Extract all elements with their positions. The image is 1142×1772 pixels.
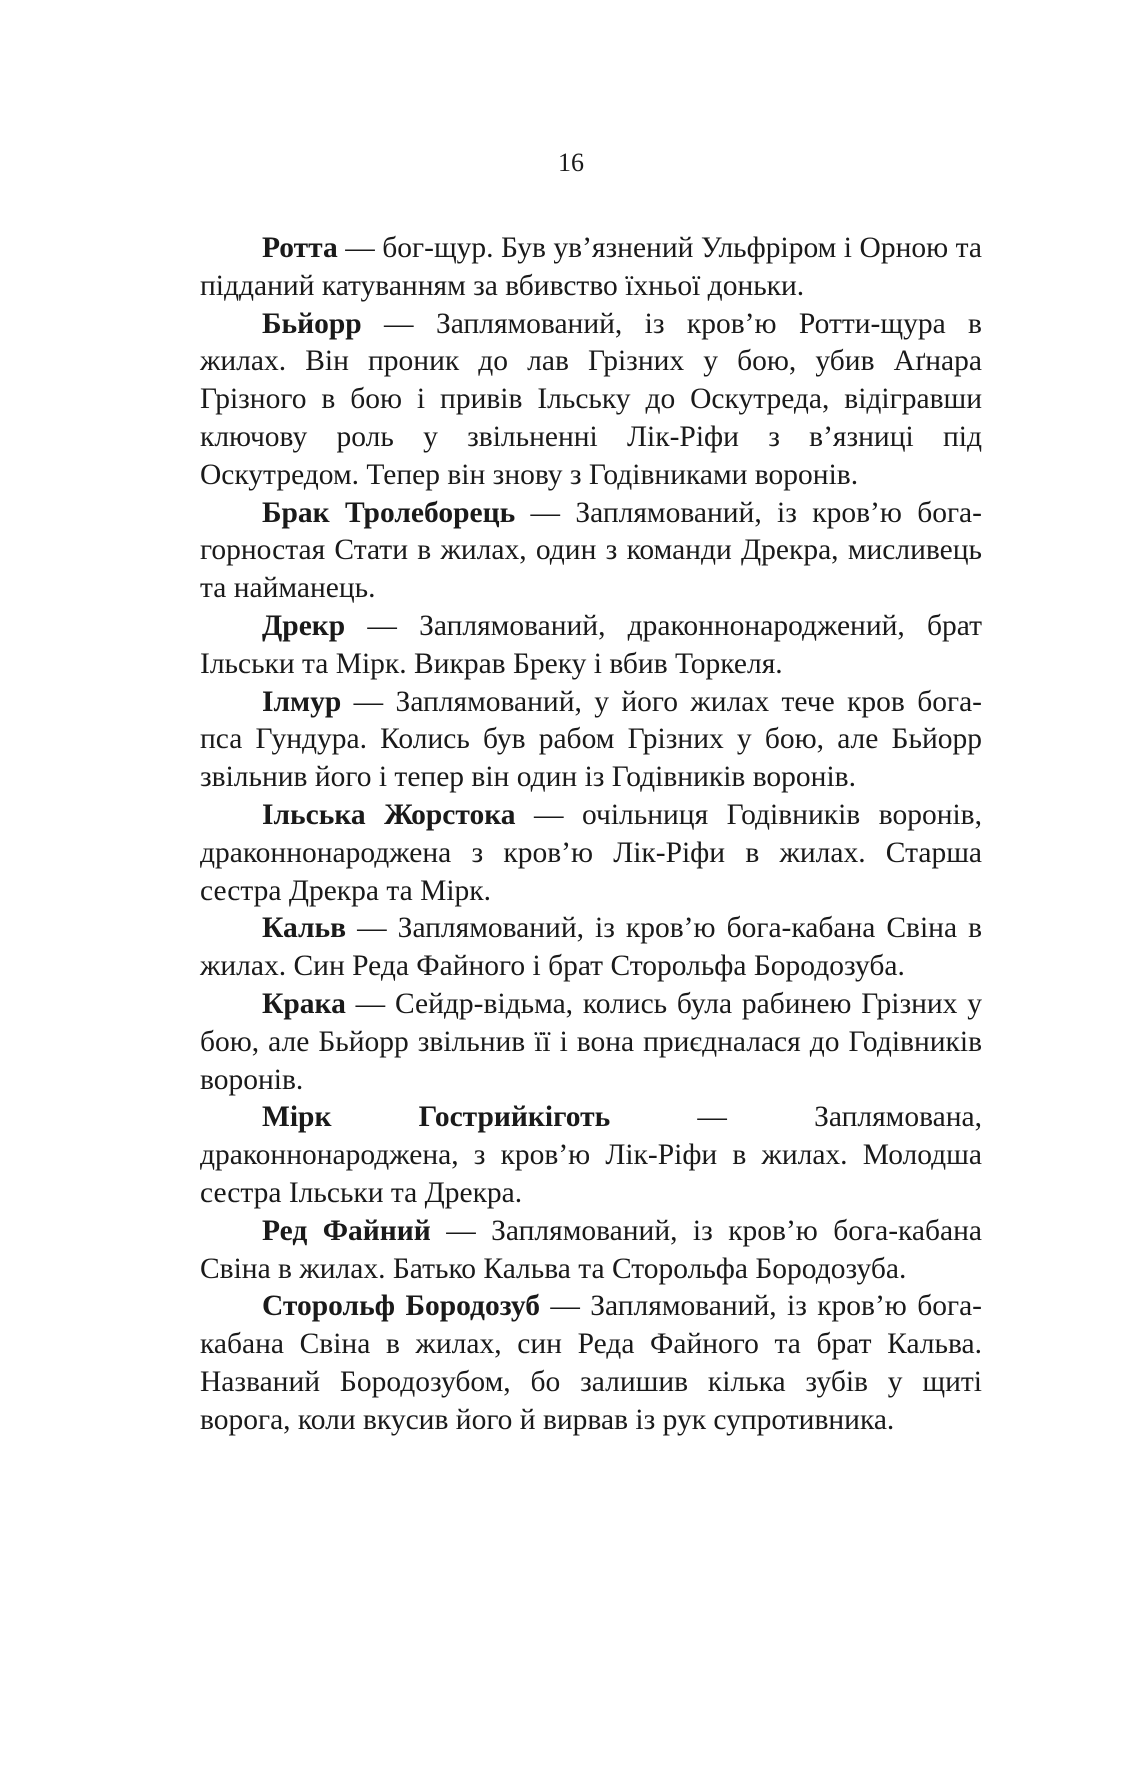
entry-text: — Заплямований, у його жилах тече кров бога-пса Гундура. Колись був рабом Грізних у бою, але Бьйорр звільнив його і тепер він один із Годівників воронів. <box>200 685 982 794</box>
entry-term: Ільська Жорстока <box>262 798 516 831</box>
entry-term: Ілмур <box>262 685 342 718</box>
entry-text: — Заплямований, із кров’ю бога-горностая Стати в жилах, один з команди Дрекра, мисливець та найманець. <box>200 496 982 605</box>
entry-text: — Заплямований, із кров’ю бога-кабана Свіна в жилах. Син Реда Файного і брат Сторольфа Бородозуба. <box>200 912 982 983</box>
entry-term: Мірк Гострийкіготь <box>262 1101 611 1134</box>
character-list <box>200 230 982 1440</box>
character-entry-ilska <box>200 797 982 910</box>
page-number: 16 <box>558 148 584 177</box>
entry-term: Сторольф Бородозуб <box>262 1290 541 1323</box>
entry-text: — Заплямований, із кров’ю бога-кабана Свіна в жилах. Батько Кальва та Сторольфа Бородозуба. <box>200 1214 983 1285</box>
character-entry-storolf <box>200 1288 982 1439</box>
entry-term: Кальв <box>262 912 347 945</box>
character-entry-kalv <box>200 910 982 986</box>
character-entry-mirk <box>200 1099 982 1212</box>
character-entry-brak <box>200 495 982 608</box>
entry-text: — Заплямований, із кров’ю Ротти-щура в жилах. Він проник до лав Грізних у бою, убив Аґнара Грізного в бою і привів Ільську до Оскутреда, відігравши ключову роль у звільненні Лік-Ріфи з в’язниці під Оскутредом. Тепер він знову з Годівниками воронів. <box>200 307 982 491</box>
entry-text: — Заплямований, із кров’ю бога-кабана Свіна в жилах, син Реда Файного та брат Кальва. Названий Бородозубом, бо залишив кілька зубів у щиті ворога, коли вкусив його й вирвав із рук супротивника. <box>200 1290 982 1436</box>
entry-text: — Заплямований, драконнонароджений, брат Ільськи та Мірк. Викрав Бреку і вбив Торкеля. <box>200 609 982 680</box>
entry-text: — бог-щур. Був ув’язнений Ульфріром і Орною та підданий катуванням за вбивство їхньої доньки. <box>200 232 982 302</box>
entry-text: — Заплямована, драконнонароджена, з кров’ю Лік-Ріфи в жилах. Молодша сестра Ільськи та Дрекра. <box>200 1101 982 1209</box>
entry-term: Ред Файний <box>262 1214 431 1247</box>
entry-text: — очільниця Годівників воронів, драконнонароджена з кров’ю Лік-Ріфи в жилах. Старша сестра Дрекра та Мірк. <box>200 798 982 907</box>
character-entry-kraka <box>200 986 982 1099</box>
entry-term: Дрекр <box>262 609 346 642</box>
character-entry-red <box>200 1213 982 1289</box>
entry-term: Бьйорр <box>262 307 362 340</box>
entry-term: Ротта <box>262 232 338 264</box>
character-entry-rotta <box>200 230 982 306</box>
character-entry-bjorr <box>200 306 982 495</box>
entry-term: Крака <box>262 987 346 1020</box>
entry-text: — Сейдр-відьма, колись була рабинею Грізних у бою, але Бьйорр звільнив її і вона приєдналася до Годівників воронів. <box>200 987 982 1096</box>
entry-term: Брак Тролеборець <box>262 496 516 529</box>
character-entry-ilmur <box>200 684 982 797</box>
character-entry-drekr <box>200 608 982 684</box>
